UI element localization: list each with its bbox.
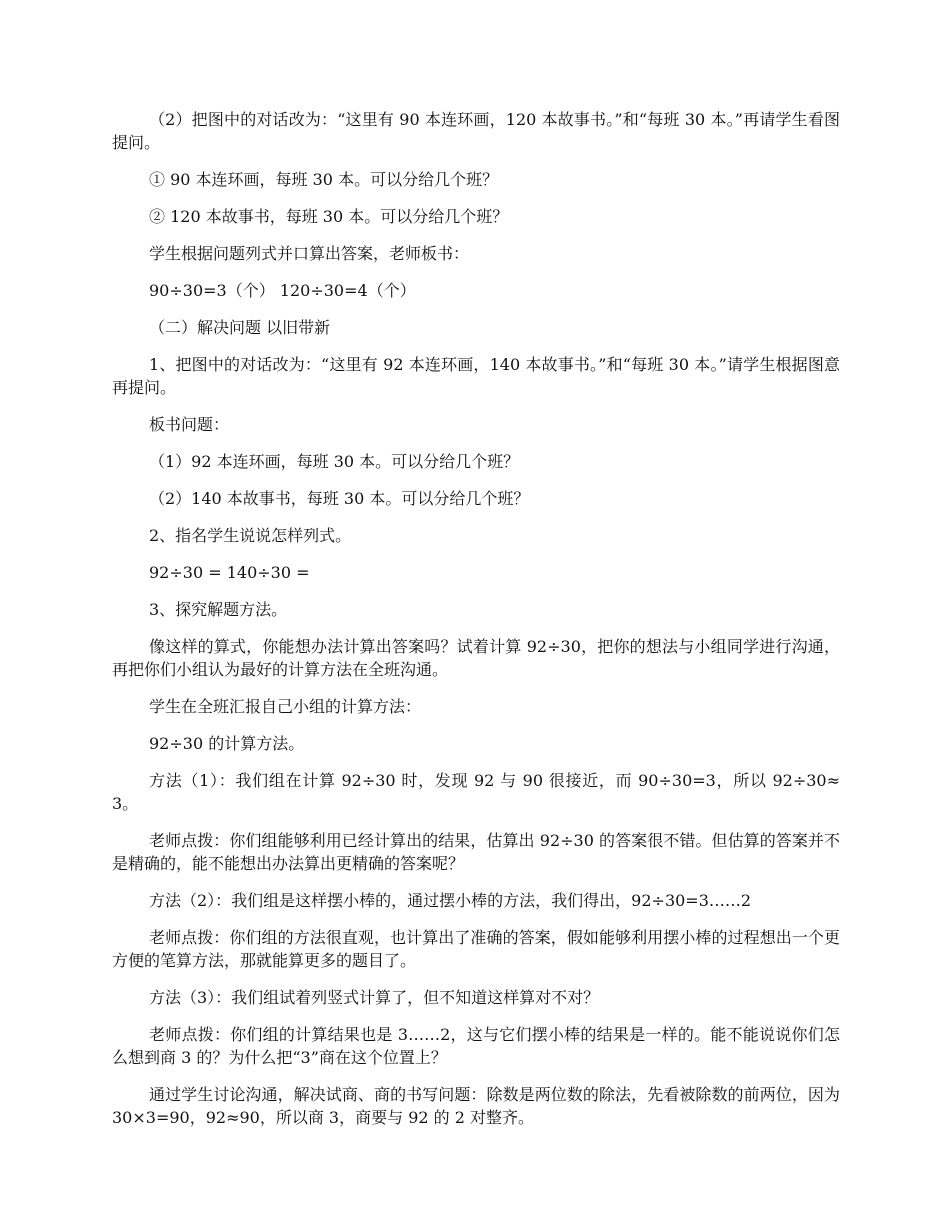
- paragraph-16: 92÷30 的计算方法。: [149, 734, 305, 753]
- paragraph-9: （1）92 本连环画，每班 30 本。可以分给几个班？: [149, 452, 520, 471]
- section-heading: （二）解决问题 以旧带新: [149, 318, 331, 337]
- paragraph-12: 92÷30 = 140÷30 =: [149, 563, 310, 582]
- paragraph-23: 通过学生讨论沟通，解决试商、商的书写问题：除数是两位数的除法，先看被除数的前两位，因为 30×3=90，92≈90，所以商 3，商要与 92 的 2 对整齐。: [112, 1085, 840, 1127]
- document-body: [112, 108, 840, 1129]
- paragraph-15: 学生在全班汇报自己小组的计算方法：: [149, 697, 422, 716]
- paragraph-11: 2、指名学生说说怎样列式。: [149, 526, 352, 545]
- paragraph-10: （2）140 本故事书，每班 30 本。可以分给几个班？: [149, 489, 530, 508]
- paragraph-5: 90÷30=3（个） 120÷30=4（个）: [149, 281, 416, 300]
- paragraph-8: 板书问题：: [149, 415, 230, 434]
- paragraph-13: 3、探究解题方法。: [149, 600, 288, 619]
- paragraph-3: ② 120 本故事书，每班 30 本。可以分给几个班？: [149, 207, 509, 226]
- paragraph-4: 学生根据问题列式并口算出答案，老师板书：: [149, 244, 470, 263]
- paragraph-1: （2）把图中的对话改为：“这里有 90 本连环画，120 本故事书。”和“每班 30 本。”再请学生看图提问。: [112, 110, 840, 152]
- paragraph-7: 1、把图中的对话改为：“这里有 92 本连环画，140 本故事书。”和“每班 30 本。”请学生根据图意再提问。: [112, 355, 840, 397]
- paragraph-14: 像这样的算式，你能想办法计算出答案吗？试着计算 92÷30，把你的想法与小组同学进行沟通，再把你们小组认为最好的计算方法在全班沟通。: [112, 637, 840, 679]
- paragraph-22: 老师点拨：你们组的计算结果也是 3……2，这与它们摆小棒的结果是一样的。能不能说说你们怎么想到商 3 的？为什么把“3”商在这个位置上？: [112, 1025, 840, 1067]
- paragraph-19: 方法（2）：我们组是这样摆小棒的，通过摆小棒的方法，我们得出，92÷30=3……2: [149, 891, 752, 910]
- paragraph-18: 老师点拨：你们组能够利用已经计算出的结果，估算出 92÷30 的答案很不错。但估算的答案并不是精确的，能不能想出办法算出更精确的答案呢？: [112, 831, 840, 873]
- paragraph-20: 老师点拨：你们组的方法很直观，也计算出了准确的答案，假如能够利用摆小棒的过程想出一个更方便的笔算方法，那就能算更多的题目了。: [112, 928, 840, 970]
- paragraph-17: 方法（1）：我们组在计算 92÷30 时，发现 92 与 90 很接近，而 90÷30=3，所以 92÷30≈3。: [112, 771, 840, 813]
- paragraph-2: ① 90 本连环画，每班 30 本。可以分给几个班？: [149, 170, 499, 189]
- paragraph-21: 方法（3）：我们组试着列竖式计算了，但不知道这样算对不对？: [149, 988, 600, 1007]
